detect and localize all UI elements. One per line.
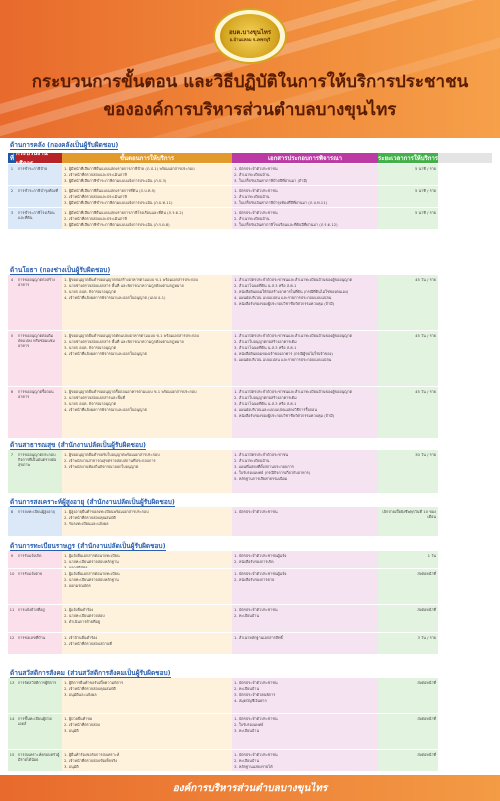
- documents-cell: [232, 208, 378, 230]
- document-item: 5. หนังสือรับรองของผู้ประกอบวิชาชีพวิศวกรรมควบคุม (ถ้ามี): [234, 413, 335, 418]
- row-number: 1: [8, 164, 16, 186]
- step-item: 3. นายก อบต. พิจารณาอนุญาต: [64, 345, 117, 350]
- column-header-steps: ขั้นตอนการให้บริการ: [62, 153, 232, 163]
- row-spacer: [438, 275, 492, 331]
- service-time: 30 วัน / ราย: [378, 450, 438, 494]
- step-item: 3. ดำเนินการย้ายที่อยู่: [64, 619, 100, 624]
- documents-cell: [232, 633, 378, 655]
- section-title-text: ด้านโยธา (กองช่างเป็นผู้รับผิดชอบ): [10, 266, 111, 274]
- table-row: [8, 569, 492, 605]
- row-divider: [8, 536, 492, 537]
- document-item: 5. หนังสือรับรองของผู้ประกอบวิชาชีพวิศวกรรมควบคุม (ถ้ามี): [234, 301, 335, 306]
- step-item: 2. เจ้าพนักงานสาธารณสุขตรวจสอบสถานที่ประกอบการ: [64, 458, 156, 463]
- step-item: 1. ผู้มีหน้าที่เสียภาษียื่นแบบแสดงรายการภาษีโรงเรือนและที่ดิน (ภ.ร.ด.2): [64, 210, 184, 215]
- steps-cell: [62, 208, 232, 230]
- row-divider: [8, 493, 492, 494]
- step-item: 4. เจ้าหน้าที่แจ้งผลการพิจารณาและออกใบอนุญาต: [64, 351, 147, 356]
- process-name: การแจ้งย้ายที่อยู่: [16, 605, 62, 633]
- row-number: 8: [8, 507, 16, 537]
- documents-cell: [232, 551, 378, 569]
- document-item: 3. หนังสือยินยอมให้ก่อสร้างอาคารในที่ดิน (กรณีที่ดินไม่ใช่ของตนเอง): [234, 289, 349, 294]
- section-title-text: ด้านการสงเคราะห์ผู้สูงอายุ (สำนักงานปลัดเป็นผู้รับผิดชอบ): [10, 498, 175, 506]
- service-time: 5 นาที / ราย: [378, 164, 438, 186]
- process-name: การรับแจ้งเกิด: [16, 551, 62, 569]
- steps-cell: [62, 186, 232, 208]
- footer-banner: [0, 775, 500, 801]
- row-spacer: [438, 678, 492, 714]
- step-item: 1. ผู้พิการยื่นคำขอรับเบี้ยความพิการ: [64, 680, 124, 685]
- documents-cell: [232, 186, 378, 208]
- document-item: 2. ทะเบียนบ้าน: [234, 758, 260, 763]
- document-item: 1. บัตรประจำตัวประชาชนผู้แจ้ง: [234, 571, 287, 576]
- step-item: 1. ผู้ขออนุญาตยื่นคำขออนุญาตก่อสร้างอาคารตามแบบ ข.1 พร้อมเอกสารประกอบ: [64, 277, 198, 282]
- row-spacer: [438, 551, 492, 569]
- table-row: [8, 275, 492, 331]
- logo-emblem: [220, 14, 280, 58]
- step-item: 4. เจ้าหน้าที่แจ้งผลการพิจารณาและออกใบอนุญาต: [64, 407, 147, 412]
- organization-logo: [213, 8, 287, 64]
- step-item: 3. นายก อบต. พิจารณาอนุญาต: [64, 289, 117, 294]
- document-item: 1. บัตรประจำตัวประชาชน: [234, 188, 278, 193]
- step-item: 2. เจ้าหน้าที่ตรวจสอบคุณสมบัติ: [64, 686, 116, 691]
- column-header-time: ระยะเวลาการให้บริการ: [378, 155, 439, 162]
- document-item: 3. บัตรประจำตัวคนพิการ: [234, 692, 276, 697]
- step-item: 3. เจ้าพนักงานท้องถิ่นพิจารณาออกใบอนุญาต: [64, 464, 139, 469]
- section-title: [10, 440, 146, 450]
- table-header: [8, 150, 492, 163]
- document-item: 1. บัตรประจำตัวประชาชน: [234, 680, 278, 685]
- document-item: 4. หนังสือยินยอมของเจ้าของอาคาร (กรณีผู้ขอไม่ใช่เจ้าของ): [234, 351, 333, 356]
- document-item: 2. หนังสือรับรองการตาย: [234, 577, 275, 582]
- step-item: 1. ผู้ป่วยยื่นคำขอ: [64, 716, 93, 721]
- document-item: 2. สำเนาโฉนดที่ดิน น.ส.3 หรือ ส.ค.1: [234, 283, 297, 288]
- process-name: การชำระภาษีบำรุงท้องที่: [16, 186, 62, 208]
- document-item: 4. ใบรับรองแพทย์ (กรณีกิจการเกี่ยวกับอาหาร): [234, 470, 311, 475]
- section-title: [10, 140, 118, 150]
- footer-text: องค์การบริหารส่วนตำบลบางขุนไทร: [172, 782, 328, 794]
- steps-cell: [62, 569, 232, 605]
- page-title: กระบวนการขั้นตอน และวิธีปฏิบัติในการให้บริการประชาชน: [31, 72, 469, 92]
- documents-cell: [232, 507, 378, 537]
- document-item: 2. ทะเบียนบ้าน: [234, 613, 260, 618]
- step-item: 3. นายก อบต. พิจารณาอนุญาต: [64, 401, 117, 406]
- table-row: [8, 633, 492, 655]
- table-row: [8, 331, 492, 387]
- row-divider: [8, 229, 492, 230]
- step-item: 1. ผู้ขออนุญาตยื่นคำขออนุญาตดัดแปลงอาคารตามแบบ ข.1 พร้อมเอกสารประกอบ: [64, 333, 199, 338]
- row-number: 14: [8, 714, 16, 750]
- document-item: 2. ทะเบียนบ้าน: [234, 686, 260, 691]
- step-item: 1. ผู้แจ้งยื่นคำร้อง: [64, 607, 94, 612]
- document-item: 1. บัตรประจำตัวประชาชน: [234, 607, 278, 612]
- steps-cell: [62, 551, 232, 569]
- service-time: 45 วัน / ราย: [378, 331, 438, 387]
- row-divider: [8, 438, 492, 439]
- table-row: [8, 387, 492, 439]
- process-name: การจัดสวัสดิการผู้พิการ: [16, 678, 62, 714]
- logo-subtext: อ.บ้านแหลม จ.เพชรบุรี: [229, 37, 271, 42]
- row-divider: [8, 771, 492, 772]
- process-name: การชำระภาษีป้าย: [16, 164, 62, 186]
- step-item: 1. ผู้ยื่นคำร้องขอรับการสงเคราะห์: [64, 752, 120, 757]
- section-title-text: ด้านการทะเบียนราษฎร (สำนักงานปลัดเป็นผู้รับผิดชอบ): [10, 542, 166, 550]
- document-item: 3. แผนที่แสดงที่ตั้งสถานประกอบการ: [234, 464, 294, 469]
- row-number: 13: [8, 678, 16, 714]
- table-row: [8, 164, 492, 186]
- step-item: 2. เจ้าหน้าที่ตรวจสอบคุณสมบัติ: [64, 515, 116, 520]
- step-item: 2. เจ้าหน้าที่ตรวจสอบและประเมินภาษี: [64, 194, 127, 199]
- table-row: [8, 714, 492, 750]
- row-spacer: [438, 164, 492, 186]
- table-row: [8, 678, 492, 714]
- document-item: 2. สำเนาใบอนุญาตก่อสร้างอาคารเดิม: [234, 339, 297, 344]
- section-title-text: ด้านสวัสดิการสังคม (ส่วนสวัสดิการสังคมเป็นผู้รับผิดชอบ): [10, 669, 171, 677]
- document-item: 3. ทะเบียนบ้าน: [234, 728, 260, 733]
- document-item: 2. ใบรับรองแพทย์: [234, 722, 264, 727]
- steps-cell: [62, 750, 232, 772]
- step-item: 3. ผู้มีหน้าที่เสียภาษีชำระภาษีตามแบบแจ้งการประเมิน (ภ.บ.ท.11): [64, 200, 173, 205]
- document-item: 1. บัตรประจำตัวประชาชน: [234, 716, 278, 721]
- section-title-text: ด้านการคลัง (กองคลังเป็นผู้รับผิดชอบ): [10, 141, 119, 149]
- step-item: 2. เจ้าหน้าที่ตรวจสอบและประเมินภาษี: [64, 216, 127, 221]
- row-number: 11: [8, 605, 16, 633]
- process-name: การขออนุญาตต่อเติม ดัดแปลง หรือซ่อมแซมอาคาร: [16, 331, 62, 387]
- document-item: 1. บัตรประจำตัวประชาชน: [234, 210, 278, 215]
- row-spacer: [438, 507, 492, 537]
- process-name: การขึ้นทะเบียนผู้ป่วยเอดส์: [16, 714, 62, 750]
- documents-cell: [232, 750, 378, 772]
- steps-cell: [62, 507, 232, 537]
- row-spacer: [438, 387, 492, 439]
- row-spacer: [438, 208, 492, 230]
- document-item: 3. หลักฐานแสดงรายได้: [234, 764, 273, 769]
- steps-cell: [62, 633, 232, 655]
- step-item: 1. ผู้แจ้งยื่นเอกสารต่อนายทะเบียน: [64, 553, 120, 558]
- page-subtitle: ขององค์การบริหารส่วนตำบลบางขุนไทร: [103, 100, 397, 120]
- document-item: 1. สำเนาหลักฐานเอกสารสิทธิ์: [234, 635, 283, 640]
- table-row: [8, 186, 492, 208]
- row-number: 15: [8, 750, 16, 772]
- row-number: 6: [8, 387, 16, 439]
- row-spacer: [438, 714, 492, 750]
- documents-cell: [232, 164, 378, 186]
- step-item: 3. ออกมรณบัตร: [64, 583, 91, 588]
- document-item: 2. สำเนาใบอนุญาตก่อสร้างอาคารเดิม: [234, 395, 297, 400]
- process-name: การรับแจ้งตาย: [16, 569, 62, 605]
- document-item: 1. สำเนาบัตรประจำตัวประชาชนและสำเนาทะเบียนบ้านของผู้ขออนุญาต: [234, 277, 353, 282]
- column-header-process: กระบวนงาน: [16, 153, 62, 163]
- step-item: 1. เจ้าบ้านยื่นคำร้อง: [64, 635, 98, 640]
- process-name: การขออนุญาตประกอบกิจการที่เป็นอันตรายต่อสุขภาพ: [16, 450, 62, 494]
- document-item: 3. สำเนาโฉนดที่ดิน น.ส.3 หรือ ส.ค.1: [234, 345, 297, 350]
- header-banner: [0, 0, 500, 138]
- process-name: การขออนุญาตรื้อถอนอาคาร: [16, 387, 62, 439]
- row-spacer: [438, 186, 492, 208]
- step-item: 3. อนุมัติและแจ้งผล: [64, 692, 97, 697]
- service-time: 5 นาที / ราย: [378, 208, 438, 230]
- documents-cell: [232, 275, 378, 331]
- document-item: 3. ใบเสร็จรับเงินค่าภาษีโรงเรือนและที่ดินปีที่ผ่านมา (ภ.ร.ด.12): [234, 222, 338, 227]
- row-spacer: [438, 450, 492, 494]
- steps-cell: [62, 275, 232, 331]
- documents-cell: [232, 678, 378, 714]
- step-item: 3. ผู้มีหน้าที่เสียภาษีชำระภาษีตามแบบแจ้งการประเมิน (ภ.ร.ด.8): [64, 222, 170, 227]
- step-item: 2. เจ้าหน้าที่ตรวจสอบ: [64, 722, 101, 727]
- step-item: 1. ผู้มีหน้าที่เสียภาษียื่นแบบแสดงรายการภาษีป้าย (ภ.ป.1) พร้อมเอกสารประกอบ: [64, 166, 195, 171]
- step-item: 3. อนุมัติ: [64, 764, 79, 769]
- table-row: [8, 450, 492, 494]
- document-item: 1. บัตรประจำตัวประชาชนผู้แจ้ง: [234, 553, 287, 558]
- steps-cell: [62, 605, 232, 633]
- row-number: 2: [8, 186, 16, 208]
- section-title: [10, 668, 171, 678]
- section-title-text: ด้านสาธารณสุข (สำนักงานปลัดเป็นผู้รับผิดชอบ): [10, 441, 146, 449]
- document-item: 5. แผนผังบริเวณ แบบแปลน และรายการประกอบแบบแปลน: [234, 357, 332, 362]
- service-time: 3 วัน / ราย: [378, 633, 438, 655]
- row-number: 12: [8, 633, 16, 655]
- document-item: 1. สำเนาบัตรประจำตัวประชาชน: [234, 452, 289, 457]
- step-item: 2. นายช่างตรวจสอบเอกสารและพื้นที่: [64, 395, 125, 400]
- table-row: [8, 605, 492, 633]
- step-item: 2. นายทะเบียนตรวจสอบ: [64, 613, 105, 618]
- step-item: 3. รับลงทะเบียนและแจ้งผล: [64, 521, 109, 526]
- step-item: 1. ผู้ขออนุญาตยื่นคำขออนุญาตรื้อถอนอาคารตามแบบ ข.1 พร้อมเอกสารประกอบ: [64, 389, 197, 394]
- column-header-spacer: [438, 153, 492, 163]
- document-item: 2. สำเนาทะเบียนบ้าน: [234, 216, 270, 221]
- table-row: [8, 551, 492, 569]
- service-time: ส่งต่อหน้าที่: [378, 678, 438, 714]
- steps-cell: [62, 714, 232, 750]
- process-name: การชำระภาษีโรงเรือนและที่ดิน: [16, 208, 62, 230]
- document-item: 4. แผนผังบริเวณและแบบแปลนแสดงวิธีการรื้อถอน: [234, 407, 317, 412]
- document-item: 2. หนังสือรับรองการเกิด: [234, 559, 274, 564]
- row-divider: [8, 654, 492, 655]
- row-number: 3: [8, 208, 16, 230]
- row-spacer: [438, 605, 492, 633]
- step-item: 2. เจ้าหน้าที่ตรวจสอบและประเมินภาษี: [64, 172, 127, 177]
- step-item: 2. เจ้าหน้าที่ตรวจสอบข้อเท็จจริง: [64, 758, 118, 763]
- row-spacer: [438, 569, 492, 605]
- steps-cell: [62, 450, 232, 494]
- documents-cell: [232, 387, 378, 439]
- process-name: การสงเคราะห์ครอบครัวผู้มีรายได้น้อย: [16, 750, 62, 772]
- step-item: 4. เจ้าหน้าที่แจ้งผลการพิจารณาและออกใบอนุญาต (แบบ อ.1): [64, 295, 166, 300]
- process-name: การขออนุญาตก่อสร้างอาคาร: [16, 275, 62, 331]
- table-row: [8, 507, 492, 537]
- document-item: 4. แผนผังบริเวณ แบบแปลน และรายการประกอบแบบแปลน: [234, 295, 332, 300]
- document-item: 1. สำเนาบัตรประจำตัวประชาชนและสำเนาทะเบียนบ้านของผู้ขออนุญาต: [234, 389, 353, 394]
- steps-cell: [62, 164, 232, 186]
- step-item: 2. นายช่างตรวจสอบเอกสาร พื้นที่ และพิจารณาความถูกต้องตามกฎหมาย: [64, 339, 184, 344]
- document-item: 2. สำเนาทะเบียนบ้าน: [234, 172, 270, 177]
- row-number: 10: [8, 569, 16, 605]
- step-item: 3. ผู้มีหน้าที่เสียภาษีชำระภาษีตามแบบแจ้งการประเมิน (ภ.ป.3): [64, 178, 167, 183]
- step-item: 1. ผู้แจ้งยื่นเอกสารต่อนายทะเบียน: [64, 571, 120, 576]
- service-time: ส่งต่อหน้าที่: [378, 605, 438, 633]
- step-item: 3. อนุมัติ: [64, 728, 79, 733]
- table-row: [8, 750, 492, 772]
- section-title: [10, 497, 175, 507]
- process-name: การขอเลขที่บ้าน: [16, 633, 62, 655]
- service-time: เบิกจ่ายเบี้ยยังชีพทุกวันที่ 10 ของเดือน: [378, 507, 438, 537]
- step-item: 2. นายทะเบียนตรวจสอบหลักฐาน: [64, 559, 119, 564]
- document-item: 1. บัตรประจำตัวประชาชน: [234, 509, 278, 514]
- table-row: [8, 208, 492, 230]
- document-item: 1. สำเนาบัตรประจำตัวประชาชนและสำเนาทะเบียนบ้านของผู้ขออนุญาต: [234, 333, 353, 338]
- row-spacer: [438, 331, 492, 387]
- row-number: 9: [8, 551, 16, 569]
- row-spacer: [438, 633, 492, 655]
- column-header-documents: เอกสารประกอบการพิจารณา: [232, 153, 378, 163]
- document-item: 5. หลักฐานการเสียค่าธรรมเนียม: [234, 476, 288, 481]
- document-item: 1. บัตรประจำตัวประชาชน: [234, 166, 278, 171]
- row-number: 4: [8, 275, 16, 331]
- service-time: ส่งต่อหน้าที่: [378, 714, 438, 750]
- section-title: [10, 265, 110, 275]
- document-item: 1. บัตรประจำตัวประชาชน: [234, 752, 278, 757]
- process-name: การลงทะเบียนผู้สูงอายุ: [16, 507, 62, 537]
- documents-cell: [232, 569, 378, 605]
- section-title: [10, 541, 166, 551]
- document-item: 2. สำเนาทะเบียนบ้าน: [234, 458, 270, 463]
- steps-cell: [62, 387, 232, 439]
- document-item: 3. ใบเสร็จรับเงินค่าภาษีป้ายปีที่ผ่านมา (ถ้ามี): [234, 178, 308, 183]
- documents-cell: [232, 605, 378, 633]
- document-item: 3. สำเนาโฉนดที่ดิน น.ส.3 หรือ ส.ค.1: [234, 401, 297, 406]
- service-time: 1 วัน: [378, 551, 438, 569]
- service-time: 45 วัน / ราย: [378, 275, 438, 331]
- service-time: ส่งต่อหน้าที่: [378, 750, 438, 772]
- service-time: ส่งต่อหน้าที่: [378, 569, 438, 605]
- step-item: 2. เจ้าหน้าที่ตรวจสอบสถานที่: [64, 641, 112, 646]
- column-header-no: ที่: [8, 153, 16, 163]
- documents-cell: [232, 714, 378, 750]
- document-item: 2. สำเนาทะเบียนบ้าน: [234, 194, 270, 199]
- document-item: 4. สมุดบัญชีเงินฝาก: [234, 698, 267, 703]
- documents-cell: [232, 331, 378, 387]
- step-item: 1. ผู้สูงอายุยื่นคำขอลงทะเบียนพร้อมเอกสารประกอบ: [64, 509, 149, 514]
- row-number: 7: [8, 450, 16, 494]
- steps-cell: [62, 331, 232, 387]
- service-time: 5 นาที / ราย: [378, 186, 438, 208]
- documents-cell: [232, 450, 378, 494]
- row-spacer: [438, 750, 492, 772]
- step-item: 1. ผู้มีหน้าที่เสียภาษียื่นแบบแสดงรายการที่ดิน (ภ.บ.ท.5): [64, 188, 156, 193]
- step-item: 2. นายช่างตรวจสอบเอกสาร พื้นที่ และพิจารณาความถูกต้องตามกฎหมาย: [64, 283, 184, 288]
- logo-text: อบต.บางขุนไทร: [228, 29, 272, 36]
- step-item: 2. นายทะเบียนตรวจสอบหลักฐาน: [64, 577, 119, 582]
- steps-cell: [62, 678, 232, 714]
- step-item: 1. ผู้ขออนุญาตยื่นคำขอรับใบอนุญาตพร้อมเอกสารประกอบ: [64, 452, 160, 457]
- document-item: 3. ใบเสร็จรับเงินค่าภาษีบำรุงท้องที่ปีที่ผ่านมา (ภ.บ.ท.11): [234, 200, 328, 205]
- row-number: 5: [8, 331, 16, 387]
- service-time: 45 วัน / ราย: [378, 387, 438, 439]
